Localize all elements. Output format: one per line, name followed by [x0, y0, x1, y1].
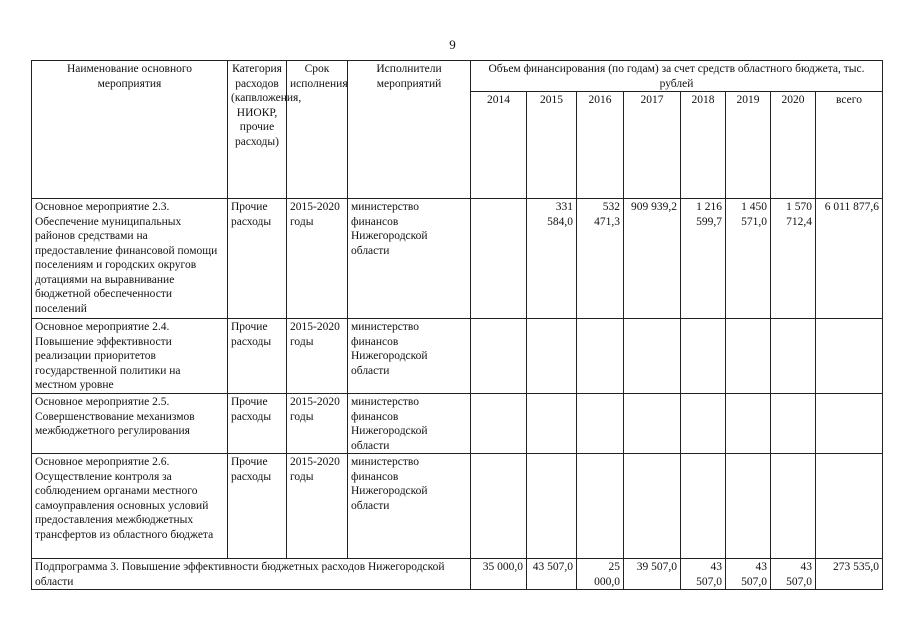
row-term: 2015-2020 годы	[287, 454, 348, 559]
header-funding: Объем финансирования (по годам) за счет средств областного бюджета, тыс. рублей	[471, 61, 883, 92]
row-value-total	[816, 454, 883, 559]
row-value-2018: 1 216 599,7	[681, 199, 726, 319]
row-category: Прочие расходы	[228, 319, 287, 394]
funding-table	[31, 60, 883, 590]
row-category: Прочие расходы	[228, 394, 287, 454]
header-year-2020: 2020	[771, 92, 816, 199]
row-value-2020	[771, 454, 816, 559]
row-term: 2015-2020 годы	[287, 199, 348, 319]
row-value-2017	[624, 319, 681, 394]
header-executors: Исполнители мероприятий	[348, 61, 471, 199]
row-value-2015	[527, 394, 577, 454]
row-executor: министерство финансов Нижегородской области	[348, 199, 471, 319]
row-value-2020	[771, 319, 816, 394]
header-name: Наименование основного мероприятия	[32, 61, 228, 199]
table-row	[32, 454, 883, 559]
subprogram-value-2015: 43 507,0	[527, 559, 577, 590]
header-row-1	[32, 61, 883, 92]
header-category: Категория расходов (капвложения, НИОКР, прочие расходы)	[228, 61, 287, 199]
row-value-2016	[577, 454, 624, 559]
subprogram-value-2018: 43 507,0	[681, 559, 726, 590]
header-year-2015: 2015	[527, 92, 577, 199]
table-row	[32, 319, 883, 394]
row-value-2017	[624, 454, 681, 559]
row-value-2018	[681, 319, 726, 394]
row-name: Основное мероприятие 2.6. Осуществление контроля за соблюдением органами местного самоуправления основных условий предоставления межбюджетных трансфертов из областного бюджета	[32, 454, 228, 559]
row-value-2015	[527, 454, 577, 559]
subprogram-value-2014: 35 000,0	[471, 559, 527, 590]
subprogram-value-2017: 39 507,0	[624, 559, 681, 590]
subprogram-value-2019: 43 507,0	[726, 559, 771, 590]
row-value-2020: 1 570 712,4	[771, 199, 816, 319]
row-term: 2015-2020 годы	[287, 319, 348, 394]
header-year-2016: 2016	[577, 92, 624, 199]
row-value-total	[816, 319, 883, 394]
row-value-2016: 532 471,3	[577, 199, 624, 319]
row-term: 2015-2020 годы	[287, 394, 348, 454]
subprogram-value-2016: 25 000,0	[577, 559, 624, 590]
row-category: Прочие расходы	[228, 199, 287, 319]
row-value-2019: 1 450 571,0	[726, 199, 771, 319]
row-value-2015: 331 584,0	[527, 199, 577, 319]
subprogram-value-2020: 43 507,0	[771, 559, 816, 590]
row-name: Основное мероприятие 2.4. Повышение эффективности реализации приоритетов государственной политики на местном уровне	[32, 319, 228, 394]
page-number: 9	[449, 37, 456, 52]
subprogram-name: Подпрограмма 3. Повышение эффективности бюджетных расходов Нижегородской области	[32, 559, 471, 590]
row-executor: министерство финансов Нижегородской области	[348, 394, 471, 454]
row-value-2016	[577, 319, 624, 394]
subprogram-row	[32, 559, 883, 590]
row-name: Основное мероприятие 2.3. Обеспечение муниципальных районов средствами на предоставление финансовой помощи поселениям и городских округов дотациями на выравнивание бюджетной обеспеченности поселений	[32, 199, 228, 319]
row-value-2016	[577, 394, 624, 454]
row-value-2017: 909 939,2	[624, 199, 681, 319]
row-value-2019	[726, 319, 771, 394]
header-term: Срок исполнения	[287, 61, 348, 199]
header-year-2017: 2017	[624, 92, 681, 199]
row-executor: министерство финансов Нижегородской области	[348, 454, 471, 559]
row-value-total	[816, 394, 883, 454]
row-value-2014	[471, 394, 527, 454]
row-value-2017	[624, 394, 681, 454]
row-value-2014	[471, 454, 527, 559]
row-value-total: 6 011 877,6	[816, 199, 883, 319]
row-value-2018	[681, 394, 726, 454]
row-category: Прочие расходы	[228, 454, 287, 559]
header-year-2018: 2018	[681, 92, 726, 199]
row-value-2014	[471, 319, 527, 394]
subprogram-value-total: 273 535,0	[816, 559, 883, 590]
row-name: Основное мероприятие 2.5. Совершенствование механизмов межбюджетного регулирования	[32, 394, 228, 454]
row-value-2018	[681, 454, 726, 559]
table-row	[32, 394, 883, 454]
header-year-2019: 2019	[726, 92, 771, 199]
header-year-2014: 2014	[471, 92, 527, 199]
header-year-total: всего	[816, 92, 883, 199]
row-value-2020	[771, 394, 816, 454]
row-value-2015	[527, 319, 577, 394]
table-row	[32, 199, 883, 319]
row-value-2019	[726, 394, 771, 454]
row-value-2014	[471, 199, 527, 319]
row-value-2019	[726, 454, 771, 559]
row-executor: министерство финансов Нижегородской области	[348, 319, 471, 394]
